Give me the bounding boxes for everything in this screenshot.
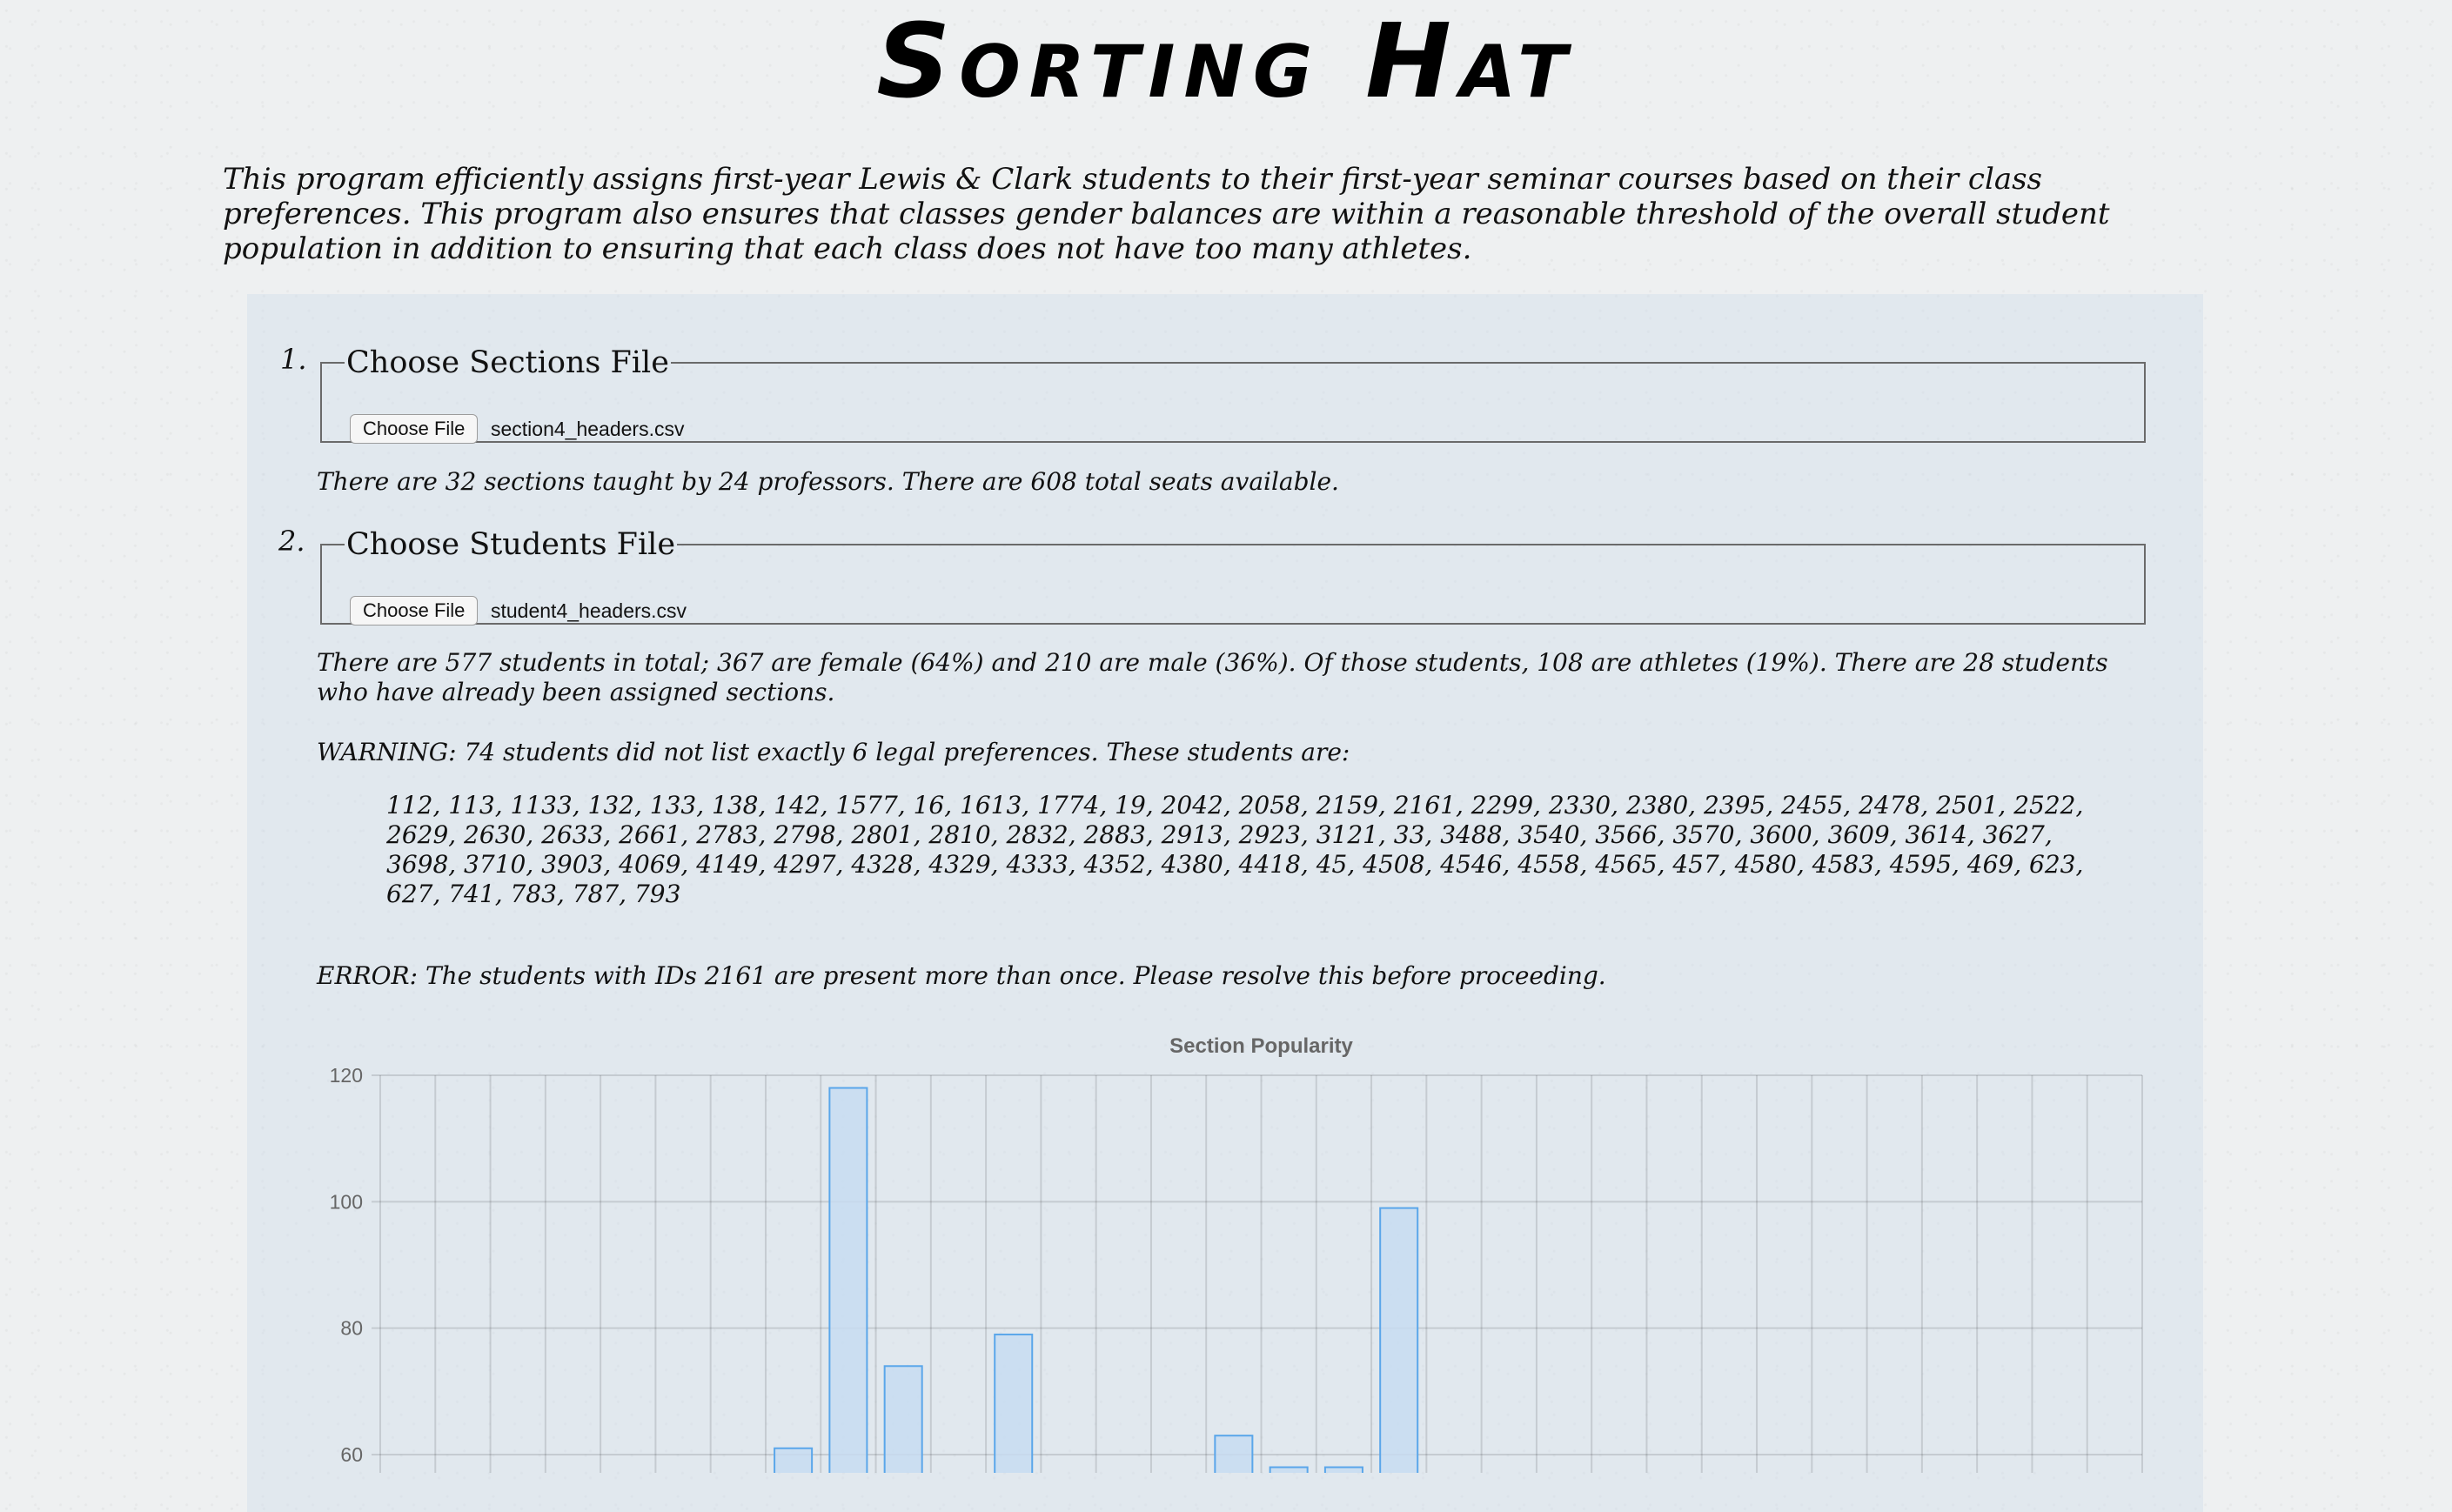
bar bbox=[995, 1335, 1032, 1473]
students-summary: There are 577 students in total; 367 are female (64%) and 210 are male (36%). Of those students, 108 are athletes (19%). There are 28 students who have already been assigned sections. bbox=[317, 648, 2108, 706]
intro-text: This program efficiently assigns first-year Lewis & Clark students to their first-year seminar courses based on their class preferences. This program also ensures that classes gender balances are within a reasonable threshold of the overall student population in addition to ensuring that each class does not have too many athletes. bbox=[223, 162, 2110, 266]
section-popularity-chart bbox=[296, 1018, 2149, 1473]
bar bbox=[1215, 1435, 1252, 1473]
bar bbox=[1325, 1468, 1363, 1473]
bar bbox=[885, 1366, 922, 1473]
students-file-legend: Choose Students File bbox=[346, 527, 676, 562]
bar bbox=[774, 1448, 812, 1473]
y-tick-label: 120 bbox=[329, 1064, 363, 1087]
sections-file-fieldset bbox=[320, 345, 2146, 443]
y-tick-label: 80 bbox=[340, 1316, 363, 1340]
bar bbox=[1380, 1208, 1417, 1473]
sections-file-name: section4_headers.csv bbox=[491, 418, 685, 440]
bar bbox=[829, 1088, 867, 1473]
step-2-number: 2. bbox=[278, 525, 305, 558]
duplicate-error: ERROR: The students with IDs 2161 are present more than once. Please resolve this before proceeding. bbox=[317, 961, 1606, 990]
preferences-warning: WARNING: 74 students did not list exactly 6 legal preferences. These students are: bbox=[317, 738, 1350, 766]
sections-file-legend: Choose Sections File bbox=[346, 345, 669, 380]
students-file-fieldset bbox=[320, 527, 2146, 625]
step-1-number: 1. bbox=[280, 343, 307, 376]
bar bbox=[1270, 1468, 1308, 1473]
y-tick-label: 60 bbox=[340, 1443, 363, 1466]
sections-summary: There are 32 sections taught by 24 professors. There are 608 total seats available. bbox=[317, 467, 1339, 496]
page-title: Sorting Hat bbox=[876, 1, 1576, 121]
choose-sections-file-button[interactable]: Choose File bbox=[350, 414, 478, 444]
y-tick-label: 100 bbox=[329, 1190, 363, 1214]
chart-title: Section Popularity bbox=[1169, 1034, 1353, 1058]
choose-students-file-button[interactable]: Choose File bbox=[350, 596, 478, 626]
students-file-name: student4_headers.csv bbox=[491, 599, 687, 622]
warning-student-ids: 112, 113, 1133, 132, 133, 138, 142, 1577, 16, 1613, 1774, 19, 2042, 2058, 2159, 2161, 2299, 2330, 2380, 2395, 2455, 2478, 2501, 2522, 2629, 2630, 2633, 2661, 2783, 2798, 2801, 2810, 2832, 2883, 2913, 2923, 3121, 33, 3488, 3540, 3566, 3570, 3600, 3609, 3614, 3627, 3698, 3710, 3903, 4069, 4149, 4297, 4328, 4329, 4333, 4352, 4380, 4418, 45, 4508, 4546, 4558, 4565, 457, 4580, 4583, 4595, 469, 623, 627, 741, 783, 787, 793 bbox=[386, 791, 2084, 908]
